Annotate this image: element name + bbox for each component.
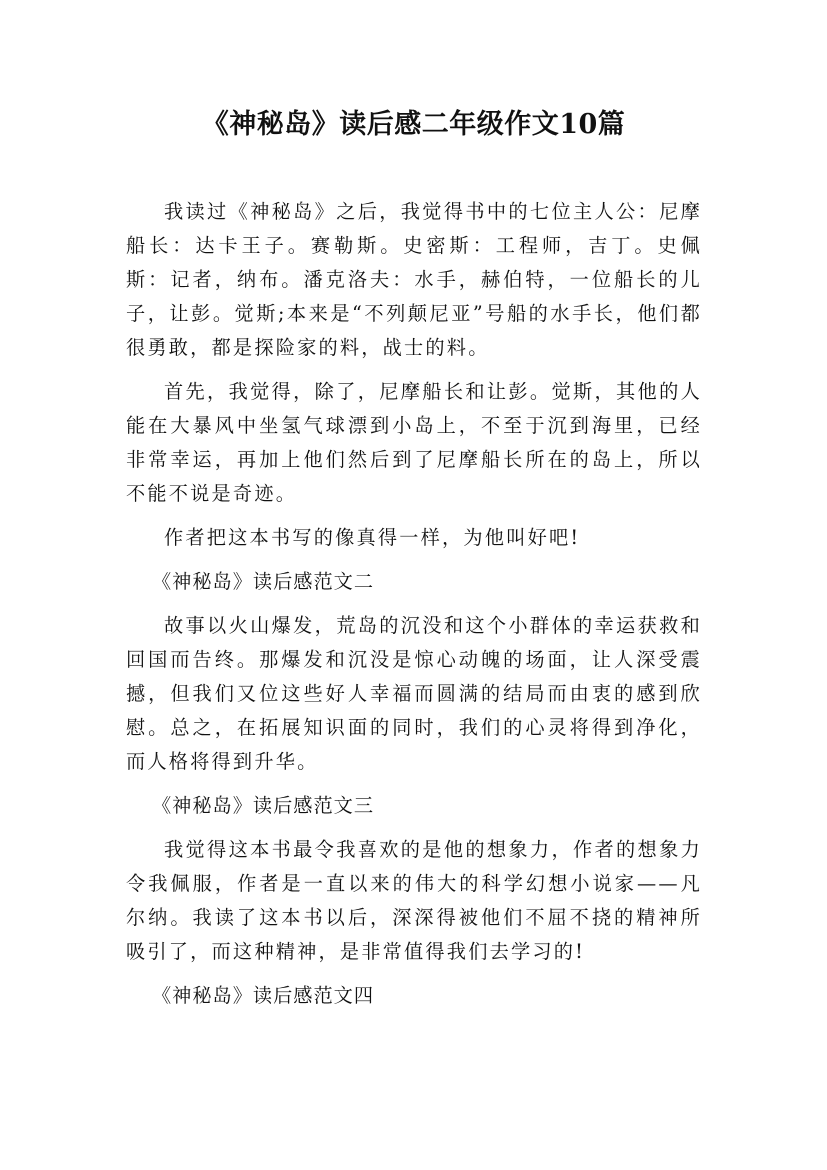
section-heading: 《神秘岛》读后感范文二 <box>152 570 375 593</box>
section-heading: 《神秘岛》读后感范文四 <box>152 984 375 1007</box>
document-body <box>126 195 702 1023</box>
paragraph: 我觉得这本书最令我喜欢的是他的想象力，作者的想象力令我佩服，作者是一直以来的伟大的科学幻想小说家——凡尔纳。我读了这本书以后，深深得被他们不屈不挠的精神所吸引了，而这种精神，是非常值得我们去学习的! <box>126 838 702 963</box>
paragraph: 作者把这本书写的像真得一样，为他叫好吧! <box>164 526 581 549</box>
paragraph: 故事以火山爆发，荒岛的沉没和这个小群体的幸运获救和回国而告终。那爆发和沉没是惊心动魄的场面，让人深受震撼，但我们又位这些好人幸福而圆满的结局而由衷的感到欣慰。总之，在拓展知识面的同时，我们的心灵将得到净化，而人格将得到升华。 <box>126 614 702 773</box>
paragraph: 首先，我觉得，除了，尼摩船长和让彭。觉斯，其他的人能在大暴风中坐氢气球漂到小岛上，不至于沉到海里，已经非常幸运，再加上他们然后到了尼摩船长所在的岛上，所以不能不说是奇迹。 <box>126 380 702 505</box>
document-title: 《神秘岛》读后感二年级作文10篇 <box>201 109 626 140</box>
paragraph: 我读过《神秘岛》之后，我觉得书中的七位主人公：尼摩船长：达卡王子。赛勒斯。史密斯：工程师，吉丁。史佩斯：记者，纳布。潘克洛夫：水手，赫伯特，一位船长的儿子，让彭。觉斯;本来是“不列颠尼亚”号船的水手长，他们都很勇敢，都是探险家的料，战士的料。 <box>126 200 702 359</box>
section-heading: 《神秘岛》读后感范文三 <box>152 794 375 817</box>
